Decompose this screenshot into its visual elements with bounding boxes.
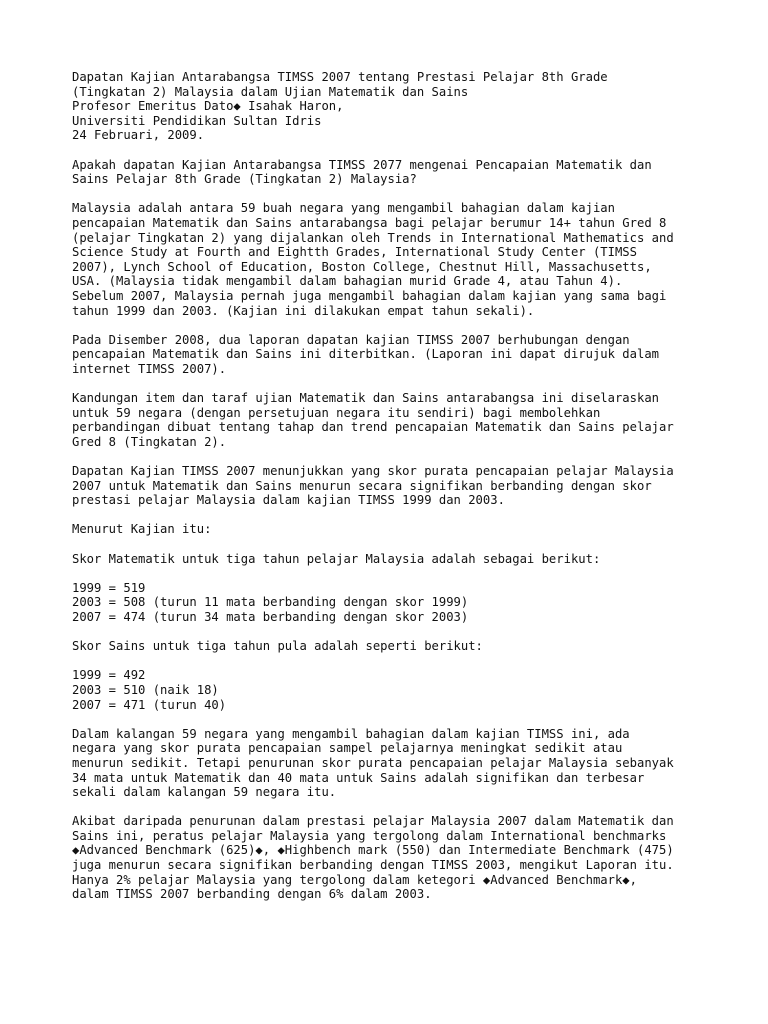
text-line: Apakah dapatan Kajian Antarabangsa TIMSS 2077 mengenai Pencapaian Matematik dan [72, 157, 652, 172]
text-line: Gred 8 (Tingkatan 2). [72, 434, 227, 449]
content-paragraph [72, 391, 712, 449]
document-body [72, 70, 712, 916]
text-line: pencapaian Matematik dan Sains antarabangsa bagi pelajar berumur 14+ tahun Gred 8 [72, 215, 667, 230]
text-line: Malaysia adalah antara 59 buah negara yang mengambil bahagian dalam kajian [72, 201, 615, 216]
text-line: ◆Advanced Benchmark (625)◆, ◆Highbench mark (550) dan Intermediate Benchmark (475) [72, 843, 674, 858]
text-line: juga menurun secara signifikan berbanding dengan TIMSS 2003, mengikut Laporan itu. [72, 858, 674, 873]
text-line: tahun 1999 dan 2003. (Kajian ini dilakukan empat tahun sekali). [72, 303, 535, 318]
score-line: 2007 = 474 (turun 34 mata berbanding dengan skor 2003) [72, 609, 469, 624]
text-line: sekali dalam kalangan 59 negara itu. [72, 785, 337, 800]
text-line: 2007 untuk Matematik dan Sains menurun secara signifikan berbanding dengan skor [72, 478, 652, 493]
math-scores-list [72, 581, 712, 625]
text-line: Sains ini, peratus pelajar Malaysia yang tergolong dalam International benchmarks [72, 828, 667, 843]
text-line: USA. (Malaysia tidak mengambil dalam bahagian murid Grade 4, atau Tahun 4). [72, 274, 623, 289]
text-line: Skor Matematik untuk tiga tahun pelajar Malaysia adalah sebagai berikut: [72, 551, 601, 566]
math-heading-paragraph [72, 552, 712, 567]
text-line: Sains Pelajar 8th Grade (Tingkatan 2) Malaysia? [72, 172, 417, 187]
text-line: dalam TIMSS 2007 berbanding dengan 6% dalam 2003. [72, 887, 432, 902]
text-line: Menurut Kajian itu: [72, 522, 212, 537]
header-block [72, 70, 712, 143]
text-line: (pelajar Tingkatan 2) yang dijalankan oleh Trends in International Mathematics and [72, 230, 674, 245]
text-line: Pada Disember 2008, dua laporan dapatan kajian TIMSS 2007 berhubungan dengan [72, 332, 630, 347]
text-line: Kandungan item dan taraf ujian Matematik dan Sains antarabangsa ini diselaraskan [72, 391, 659, 406]
text-line: perbandingan dibuat tentang tahap dan trend pencapaian Matematik dan Sains pelajar [72, 420, 674, 435]
score-line: 1999 = 492 [72, 668, 146, 683]
score-line: 2003 = 510 (naik 18) [72, 682, 219, 697]
date-line: 24 Februari, 2009. [72, 128, 205, 143]
according-paragraph [72, 522, 712, 537]
findings-paragraph [72, 464, 712, 508]
question-paragraph [72, 158, 712, 187]
text-line: Sebelum 2007, Malaysia pernah juga mengambil bahagian dalam kajian yang sama bagi [72, 288, 667, 303]
author-line: Profesor Emeritus Dato◆ Isahak Haron, [72, 99, 344, 114]
score-line: 2007 = 471 (turun 40) [72, 697, 227, 712]
science-heading-paragraph [72, 639, 712, 654]
text-line: Hanya 2% pelajar Malaysia yang tergolong dalam ketegori ◆Advanced Benchmark◆, [72, 872, 637, 887]
science-scores-list [72, 668, 712, 712]
score-line: 2003 = 508 (turun 11 mata berbanding dengan skor 1999) [72, 595, 469, 610]
affiliation-line: Universiti Pendidikan Sultan Idris [72, 113, 322, 128]
text-line: pencapaian Matematik dan Sains ini diterbitkan. (Laporan ini dapat dirujuk dalam [72, 347, 659, 362]
text-line: Dalam kalangan 59 negara yang mengambil bahagian dalam kajian TIMSS ini, ada [72, 726, 630, 741]
text-line: prestasi pelajar Malaysia dalam kajian TIMSS 1999 dan 2003. [72, 493, 505, 508]
benchmark-paragraph [72, 814, 712, 902]
comparison-paragraph [72, 727, 712, 800]
report-paragraph [72, 333, 712, 377]
text-line: Dapatan Kajian TIMSS 2007 menunjukkan yang skor purata pencapaian pelajar Malaysia [72, 464, 674, 479]
document-title-line: (Tingkatan 2) Malaysia dalam Ujian Matematik dan Sains [72, 84, 469, 99]
text-line: Science Study at Fourth and Eightth Grades, International Study Center (TIMSS [72, 245, 637, 260]
text-line: internet TIMSS 2007). [72, 361, 227, 376]
score-line: 1999 = 519 [72, 580, 146, 595]
text-line: 34 mata untuk Matematik dan 40 mata untuk Sains adalah signifikan dan terbesar [72, 770, 645, 785]
text-line: Akibat daripada penurunan dalam prestasi pelajar Malaysia 2007 dalam Matematik dan [72, 814, 674, 829]
intro-paragraph [72, 201, 712, 318]
document-title-line: Dapatan Kajian Antarabangsa TIMSS 2007 tentang Prestasi Pelajar 8th Grade [72, 70, 608, 84]
text-line: negara yang skor purata pencapaian sampel pelajarnya meningkat sedikit atau [72, 741, 623, 756]
text-line: menurun sedikit. Tetapi penurunan skor purata pencapaian pelajar Malaysia sebanyak [72, 755, 674, 770]
text-line: Skor Sains untuk tiga tahun pula adalah seperti berikut: [72, 639, 483, 654]
text-line: 2007), Lynch School of Education, Boston College, Chestnut Hill, Massachusetts, [72, 259, 652, 274]
text-line: untuk 59 negara (dengan persetujuan negara itu sendiri) bagi membolehkan [72, 405, 601, 420]
